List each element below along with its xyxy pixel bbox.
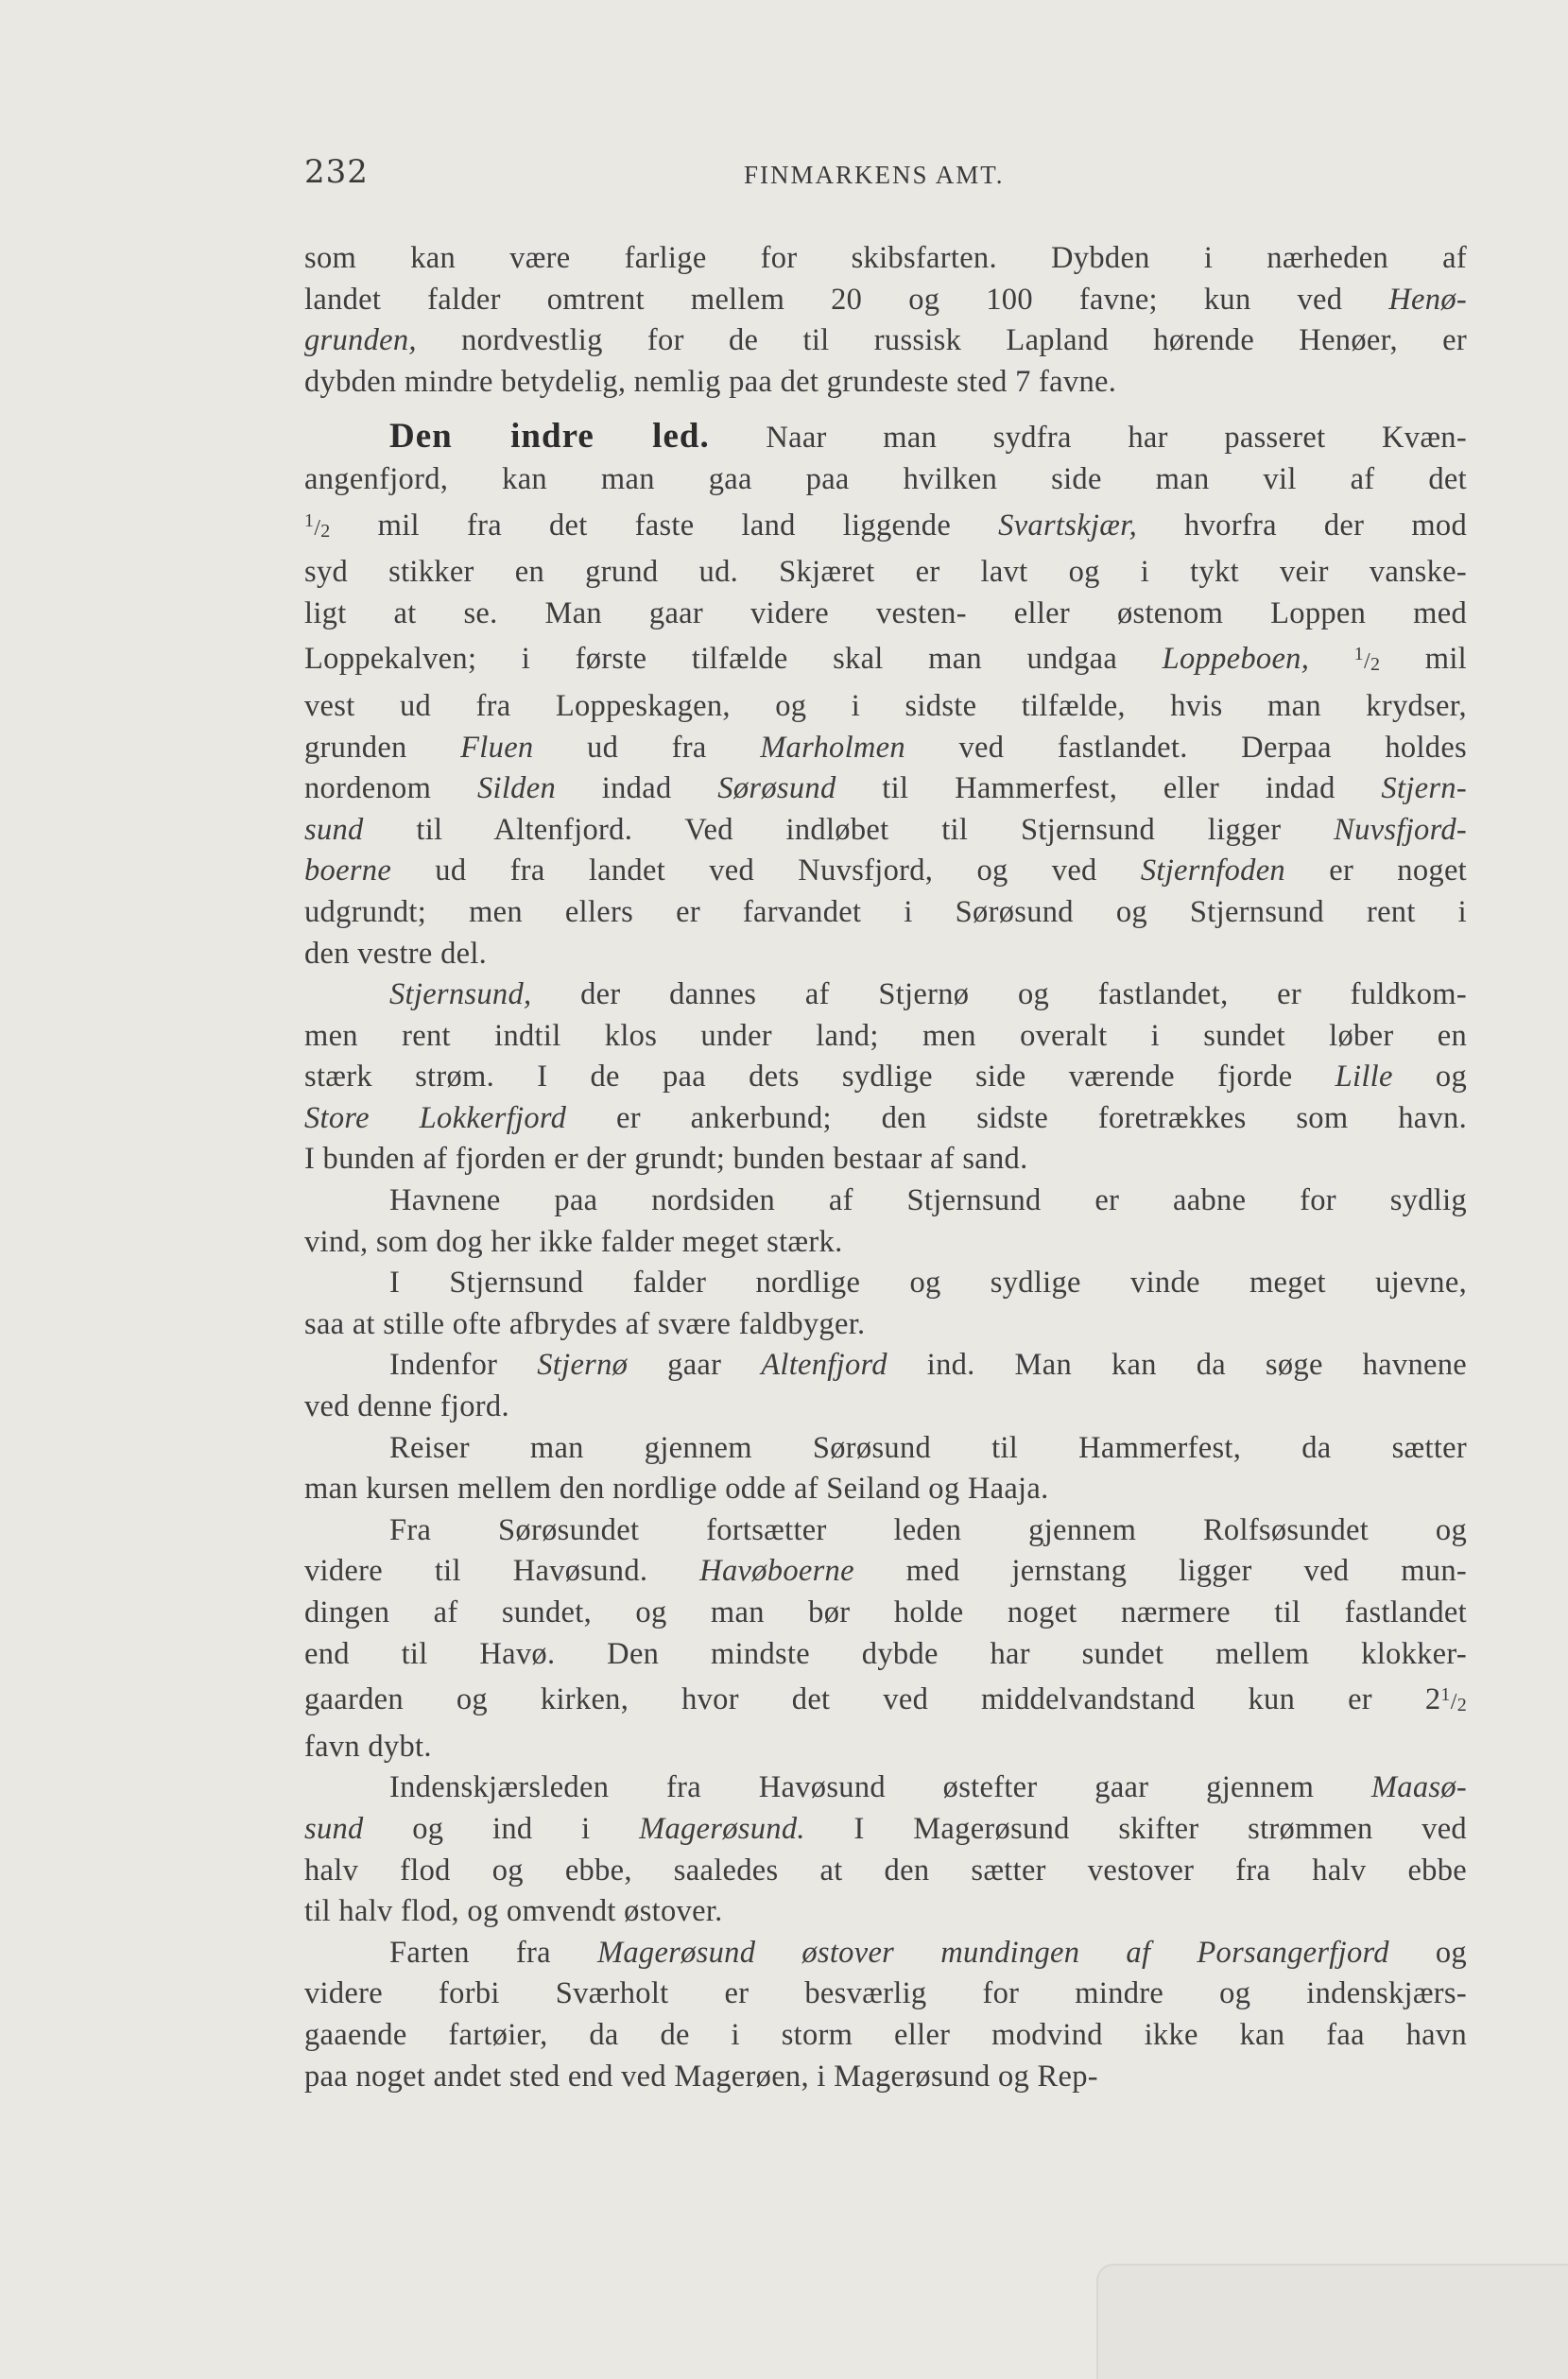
text-run: I bunden af fjorden er der grundt; bunden bestaar af sand. [304,1142,1028,1177]
text-run: saa at stille ofte afbrydes af svære faldbyger. [304,1306,866,1341]
text-run: dingen af sundet, og man bør holde noget nærmere til fastlandet [304,1595,1467,1629]
text-run: gaar [628,1348,762,1383]
italic-name: Lille [1335,1060,1393,1095]
text-run: indad [556,771,718,806]
italic-name: Fluen [460,730,534,765]
text-run: Indenfor [389,1348,538,1383]
text-line [304,1387,1467,1428]
fraction-denominator: 2 [320,520,331,542]
text-run: grunden [304,730,461,765]
text-line [304,1469,1467,1510]
text-line [304,1428,1467,1470]
text-line [304,1098,1467,1140]
paragraph [304,1933,1467,2097]
text-run: ved denne fjord. [304,1389,509,1424]
text-line [304,1016,1467,1058]
text-run: favn dybt. [304,1729,432,1764]
text-line [304,934,1467,975]
text-line [304,2015,1467,2057]
italic-name: sund [304,1811,364,1846]
text-line [304,1551,1467,1593]
text-run: ligt at se. Man gaar videre vesten- eller østenom Loppen med [304,595,1467,630]
text-line [304,280,1467,321]
paragraph [304,1428,1467,1510]
fraction-numerator: 1 [1353,644,1364,665]
text-run: og ind i [363,1811,640,1846]
text-run: nordenom [304,771,477,806]
fraction-denominator: 2 [1370,654,1381,676]
text-run: man kursen mellem den nordlige odde af Seiland og Haaja. [304,1472,1049,1507]
text-run: er ankerbund; den sidste foretrækkes som havn. [566,1100,1468,1135]
text-run [1309,642,1354,676]
italic-name: Silden [476,771,557,806]
text-run: udgrundt; men ellers er farvandet i Sørøsund og Stjernsund rent i [304,894,1467,929]
text-run: angenfjord, kan man gaa paa hvilken side man vil af det [304,461,1467,496]
fraction-numerator: 1 [1440,1684,1451,1706]
text-run: gaarden og kirken, hvor det ved middelvandstand kun er 2 [304,1682,1441,1717]
italic-name: grunden, [304,323,417,358]
text-line [304,810,1467,852]
text-run: er noget [1284,853,1467,888]
text-run: nordvestlig for de til russisk Lapland hørende Henøer, er [416,323,1467,358]
text-run: til halv flod, og omvendt østover. [304,1894,723,1929]
text-run: med jernstang ligger ved mun- [853,1554,1468,1589]
text-run: til Hammerfest, eller indad [836,771,1382,806]
text-line [304,1727,1467,1768]
text-run: mil fra det faste land liggende [330,508,999,543]
italic-name: Altenfjord [761,1348,887,1383]
text-line [304,1809,1467,1851]
text-line [304,238,1467,280]
section-paragraph [304,416,1467,974]
text-run: hvorfra der mod [1137,508,1467,543]
text-line [304,1304,1467,1346]
text-line [304,501,1467,553]
text-run: paa noget andet sted end ved Magerøen, i Magerøsund og Rep- [304,2059,1098,2094]
text-line [304,768,1467,810]
italic-name: Store Lokkerfjord [304,1100,567,1135]
fraction: $^1/_2$ [1440,1684,1467,1716]
text-run: I Magerøsund skifter strømmen ved [804,1811,1467,1846]
text-line [304,1139,1467,1181]
text-run: videre forbi Sværholt er besværlig for mindre og indenskjærs- [304,1976,1467,2011]
italic-name: Sørøsund [717,771,836,806]
text-run: syd stikker en grund ud. Skjæret er lavt og i tykt veir vanske- [304,555,1467,590]
italic-name: Svartskjær, [998,508,1137,543]
text-run: og [1388,1935,1467,1970]
text-line [304,1851,1467,1892]
text-run: videre til Havøsund. [304,1554,700,1589]
fraction-numerator: 1 [304,509,315,531]
text-run: Naar man sydfra har passeret Kvæn- [709,421,1467,456]
paragraph [304,974,1467,1181]
text-line [304,974,1467,1016]
italic-name: Loppeboen, [1162,642,1310,677]
text-line [304,1634,1467,1676]
text-run: ud fra [533,730,761,765]
text-line [304,594,1467,635]
text-line [304,552,1467,594]
text-run: men rent indtil klos under land; men overalt i sundet løber en [304,1018,1467,1053]
italic-name: Henø- [1388,282,1467,317]
text-line [304,1345,1467,1387]
text-run: Havnene paa nordsiden af Stjernsund er aabne for sydlig [389,1183,1467,1218]
text-run: ind. Man kan da søge havnene [887,1348,1467,1383]
text-run: og [1392,1060,1468,1095]
text-run: gaaende fartøier, da de i storm eller modvind ikke kan faa havn [304,2017,1467,2052]
text-run: dybden mindre betydelig, nemlig paa det grundeste sted 7 favne. [304,364,1117,399]
text-run: mil [1380,642,1467,677]
text-line [304,1593,1467,1634]
text-run: til Altenfjord. Ved indløbet til Stjernsund ligger [363,812,1335,847]
text-run: der dannes af Stjernø og fastlandet, er fuldkom- [531,977,1467,1012]
italic-name: Magerøsund. [639,1811,805,1846]
italic-name: Havøboerne [699,1554,854,1589]
body-text [304,238,1467,2097]
text-run: Indenskjærsleden fra Havøsund østefter gaar gjennem [389,1770,1371,1805]
italic-name: Magerøsund østover mundingen af Porsangerfjord [596,1935,1389,1970]
paragraph [304,238,1467,403]
page-number: 232 [304,153,369,191]
text-line [304,1933,1467,1974]
text-run: stærk strøm. I de paa dets sydlige side værende fjorde [304,1060,1335,1095]
text-run: ved fastlandet. Derpaa holdes [905,730,1467,765]
text-line [304,686,1467,728]
text-line [304,362,1467,404]
text-run: Loppekalven; i første tilfælde skal man undgaa [304,642,1163,677]
text-line [304,1675,1467,1727]
text-run: vest ud fra Loppeskagen, og i sidste tilfælde, hvis man krydser, [304,688,1467,723]
text-line [304,1222,1467,1264]
text-run: vind, som dog her ikke falder meget stærk. [304,1224,843,1259]
text-run: I Stjernsund falder nordlige og sydlige vinde meget ujevne, [389,1266,1467,1301]
text-run: Farten fra [389,1935,597,1970]
paragraph [304,1181,1467,1263]
paragraph [304,1345,1467,1427]
text-line [304,728,1467,769]
italic-name: Stjernø [537,1348,629,1383]
text-run: Fra Sørøsundet fortsætter leden gjennem Rolfsøsundet og [389,1512,1467,1547]
italic-name: boerne [304,853,392,888]
text-line [304,1181,1467,1222]
text-line [304,1263,1467,1304]
text-run: Reiser man gjennem Sørøsund til Hammerfest, da sætter [389,1430,1467,1465]
italic-name: Marholmen [760,730,905,765]
text-line [304,416,1467,459]
text-line [304,851,1467,892]
section-heading: Den indre led. [389,417,710,457]
text-run: landet falder omtrent mellem 20 og 100 favne; kun ved [304,282,1389,317]
fraction: $^1/_2$ [1353,644,1381,676]
text-line [304,634,1467,686]
text-line [304,320,1467,362]
paragraph [304,1510,1467,1768]
text-line [304,459,1467,501]
italic-name: Stjern- [1381,771,1467,806]
fraction: $^1/_2$ [304,509,331,542]
text-run: halv flod og ebbe, saaledes at den sætter vestover fra halv ebbe [304,1853,1467,1888]
text-line [304,1974,1467,2015]
text-line [304,1767,1467,1809]
text-line [304,1891,1467,1933]
text-run: end til Havø. Den mindste dybde har sundet mellem klokker- [304,1636,1467,1671]
paragraph [304,1767,1467,1932]
italic-name: Nuvsfjord- [1334,812,1467,847]
text-run: som kan være farlige for skibsfarten. Dybden i nærheden af [304,241,1467,275]
text-line [304,1510,1467,1552]
scan-shadow [1096,2264,1568,2379]
text-run: den vestre del. [304,936,488,971]
text-line [304,1057,1467,1098]
italic-name: Maasø- [1370,1770,1467,1805]
page-header [304,153,1467,200]
italic-name: Stjernsund, [389,977,532,1012]
fraction-denominator: 2 [1456,1695,1467,1716]
text-line [304,892,1467,934]
running-title: FINMARKENS AMT. [744,161,1005,189]
italic-name: Stjernfoden [1140,853,1285,888]
text-run: ud fra landet ved Nuvsfjord, og ved [391,853,1141,888]
text-line [304,2057,1467,2098]
paragraph [304,1263,1467,1345]
italic-name: sund [304,812,364,847]
